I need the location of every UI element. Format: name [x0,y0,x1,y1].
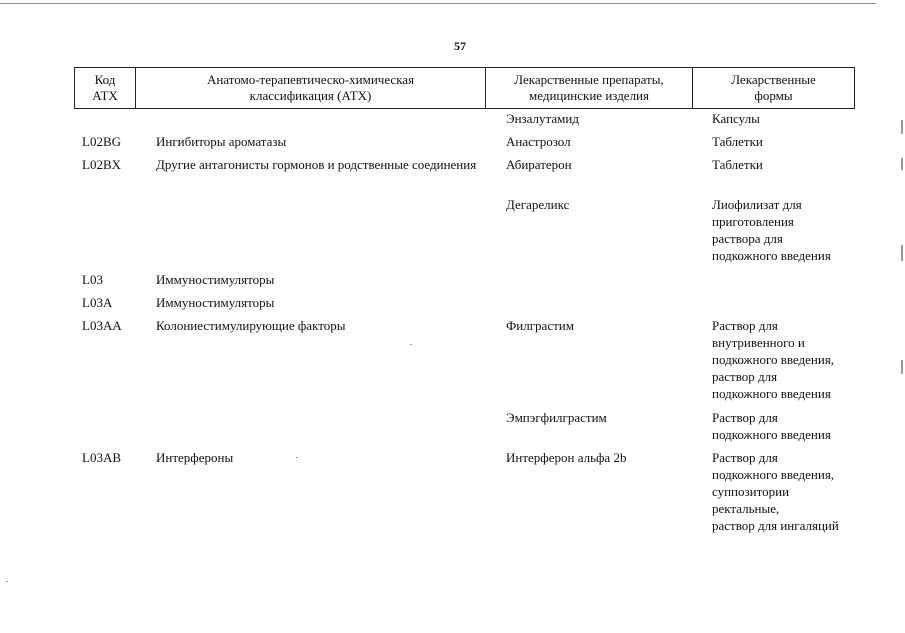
drug-name: Эмпэгфилграстим [506,410,607,425]
drug-name: Абиратерон [506,157,572,172]
dosage-form: Лиофилизат для приготовления раствора для подкожного введения [712,197,831,263]
scan-edge-mark [901,120,903,134]
header-code-line: АТХ [92,88,118,103]
dosage-form: Таблетки [712,157,763,172]
header-forms-cell [693,68,855,109]
atc-code: L03AA [82,318,122,333]
dosage-form: Раствор для внутривенного и подкожного введения, раствор для подкожного введения [712,318,835,401]
drug-name: Филграстим [506,318,574,333]
scan-top-border [0,3,876,4]
table-row [74,271,874,294]
header-code-line: Код [94,72,116,87]
scan-edge-mark [901,158,903,170]
atc-classification [150,409,500,449]
header-classification-line: классификация (АТХ) [249,88,372,103]
drug-name: Энзалутамид [506,111,579,126]
drug-name [500,294,706,317]
header-classification-cell [136,68,486,109]
atc-code [74,409,150,449]
table-row [74,196,874,271]
dosage-form: Таблетки [712,134,763,149]
header-forms-line: формы [754,88,793,103]
dosage-form [706,271,874,294]
drug-name [500,271,706,294]
atc-code: L03A [82,295,113,310]
header-code-cell [75,68,136,109]
atc-classification: Иммуностимуляторы [156,272,275,287]
atc-code: L02BG [82,134,121,149]
scan-edge-mark [901,245,903,261]
header-drugs-line: Лекарственные препараты, [514,72,664,87]
table-row [74,156,874,196]
page-number: 57 [454,39,466,53]
table-row [74,409,874,449]
atc-code [74,196,150,271]
header-forms-line: Лекарственные [731,72,816,87]
scan-speck [296,457,298,458]
header-row [75,68,855,109]
atc-code: L03AB [82,450,121,465]
atc-classification: Ингибиторы ароматазы [156,134,287,149]
atc-classification [150,110,500,133]
table-header [74,67,855,109]
scan-speck [410,344,412,345]
table-row [74,317,874,409]
table-row [74,449,874,541]
atc-classification [150,196,500,271]
dosage-form: Раствор для подкожного введения, суппозитории ректальные, раствор для ингаляций [712,450,839,533]
dosage-form: Раствор для подкожного введения [712,410,831,442]
table-row [74,133,874,156]
table-row [74,110,874,133]
table-row [74,294,874,317]
atc-classification: Иммуностимуляторы [156,295,275,310]
atc-classification: Другие антагонисты гормонов и родственные соединения [156,157,477,172]
header-drugs-cell [486,68,693,109]
atc-code: L02BX [82,157,121,172]
atc-classification: Интерфероны [156,450,234,465]
drug-table [74,110,874,541]
atc-code [74,110,150,133]
header-classification-line: Анатомо-терапевтическо-химическая [206,72,415,87]
dosage-form [706,294,874,317]
drug-name: Анастрозол [506,134,571,149]
drug-name: Дегареликс [506,197,570,212]
drug-name: Интерферон альфа 2b [506,450,627,465]
scan-edge-mark [901,360,903,374]
atc-classification: Колониестимулирующие факторы [156,318,346,333]
dosage-form: Капсулы [712,111,760,126]
scan-speck [6,581,8,582]
atc-code: L03 [82,272,103,287]
header-drugs-line: медицинские изделия [529,88,649,103]
